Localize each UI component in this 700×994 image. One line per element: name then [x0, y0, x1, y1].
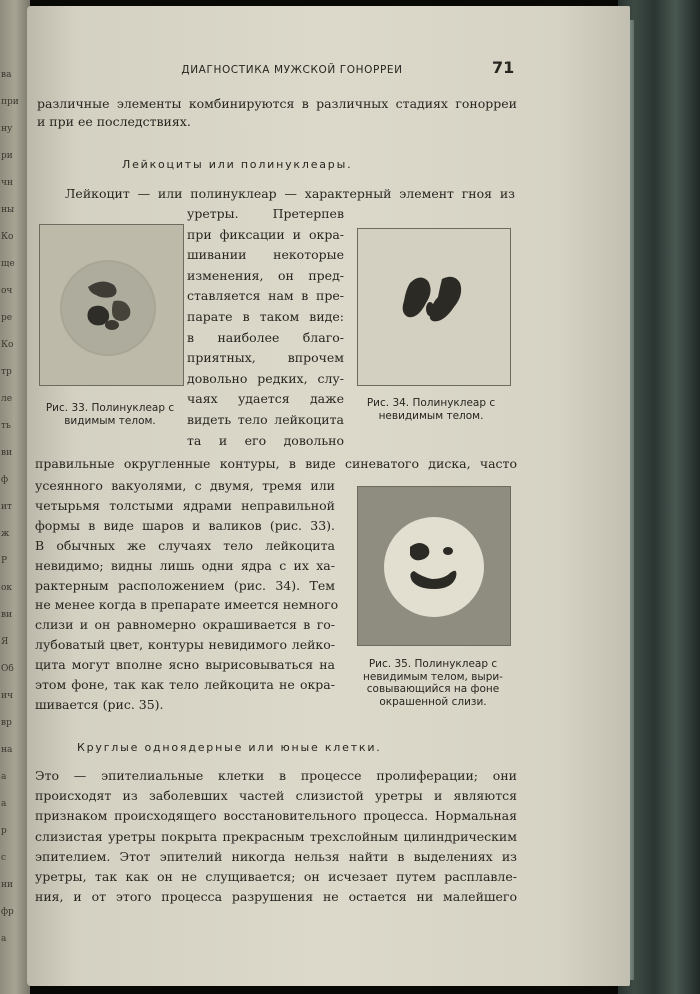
caption-line: Рис. 33. Полинуклеар с	[45, 402, 175, 414]
left-column-line: не менее когда в препарате имеется немного	[35, 597, 339, 613]
left-page-fragment: ж	[1, 529, 10, 539]
left-column-line: рактерным расположением (рис. 34). Тем	[35, 577, 335, 593]
body-line: уретры, так как он не слущивается; он исчезает путем расплавле-	[35, 869, 517, 884]
left-column-line: четырьмя толстыми ядрами неправильной	[35, 497, 335, 513]
body-line: ния, и от этого процесса разрушения не остается ни малейшего	[35, 889, 517, 905]
left-column-line: формы в виде шаров и валиков (рис. 33).	[35, 517, 335, 533]
left-page-fragment: на	[1, 745, 13, 755]
caption-line: видимым телом.	[64, 414, 156, 427]
left-column-line: В обычных же случаях тело лейкоцита	[35, 537, 335, 553]
left-page-fragment: ви	[1, 610, 13, 620]
left-column-line: шивается (рис. 35).	[35, 696, 164, 712]
lead-line: Лейкоцит — или полинуклеар — характерный элемент гноя из	[65, 186, 515, 201]
caption-line: Рис. 34. Полинуклеар с	[366, 397, 496, 409]
left-page-fragment: ре	[1, 313, 13, 323]
middle-column-line: чаях удается даже	[187, 391, 344, 407]
leukocyte-on-mucus-illustration	[358, 487, 510, 645]
left-page-fragment: а	[1, 799, 7, 809]
leukocyte-visible-body-illustration	[40, 225, 183, 385]
left-page-fragment: Р	[1, 556, 8, 566]
left-page-fragment: оч	[1, 286, 13, 296]
left-column-line: лубоватый цвет, контуры невидимого лейко-	[35, 637, 335, 653]
left-page-fragment: ны	[1, 205, 15, 215]
middle-column-line: видеть тело лейкоцита	[187, 412, 344, 427]
left-page-fragment: ич	[1, 691, 13, 701]
figure-35-image	[357, 486, 511, 646]
left-page-fragment: с	[1, 853, 7, 863]
middle-column-line: уретры. Претерпев	[187, 206, 344, 221]
page-number: 71	[492, 58, 515, 77]
left-page-fragment: а	[1, 934, 7, 944]
section-heading-young-cells: Круглые одноядерные или юные клетки.	[77, 741, 382, 754]
left-page-fragment: ть	[1, 421, 11, 431]
middle-column-line: та и его довольно	[187, 432, 344, 448]
full-width-line: правильные округленные контуры, в виде синеватого диска, часто	[35, 456, 517, 471]
leukocyte-invisible-body-illustration	[358, 229, 510, 385]
left-page-fragment: ф	[1, 475, 9, 485]
left-page-fragment: ок	[1, 583, 13, 593]
left-page-fragment: ле	[1, 394, 13, 404]
caption-line: совывающийся на фоне	[366, 683, 500, 695]
left-column-line: слизи и он равномерно окрашивается в го-	[35, 617, 335, 633]
left-column-line: невидимо; видны лишь одни ядра с их ха-	[35, 557, 335, 573]
left-page-fragment: Я	[1, 637, 9, 647]
caption-line: невидимым телом, выри-	[363, 670, 503, 683]
body-line: Это — эпителиальные клетки в процессе пролиферации; они	[35, 768, 517, 783]
left-page-fragment: ще	[1, 259, 15, 269]
intro-line: различные элементы комбинируются в различных стадиях гонорреи	[37, 96, 517, 111]
left-page-fragment: ри	[1, 151, 13, 161]
middle-column-line: изменения, он пред-	[187, 267, 344, 283]
middle-column-line: при фиксации и окра-	[187, 226, 344, 242]
middle-column-line: в наиболее благо-	[187, 329, 344, 345]
middle-column-line: ставляется нам в пре-	[187, 288, 344, 304]
caption-line: невидимым телом.	[378, 409, 484, 422]
left-page-fragment: при	[1, 97, 19, 107]
left-page-fragment: ва	[1, 70, 12, 80]
body-line: слизистая уретры покрыта прекрасным трехслойным цилиндрическим	[35, 828, 517, 844]
figure-34-caption	[347, 397, 515, 422]
left-page-fragment: фр	[1, 907, 14, 917]
middle-column-line: парате в таком виде:	[187, 309, 344, 324]
figure-33-caption	[35, 402, 185, 427]
left-page-fragment: Ко	[1, 340, 14, 350]
left-page-fragment: Об	[1, 664, 14, 674]
left-page-fragment: Ко	[1, 232, 14, 242]
caption-line: окрашенной слизи.	[379, 695, 487, 708]
running-header: ДИАГНОСТИКА МУЖСКОЙ ГОНОРРЕИ	[181, 64, 403, 76]
left-page-fragment: вр	[1, 718, 12, 728]
left-column-line: цита могут вполне ясно вырисовываться на	[35, 657, 335, 673]
intro-line: и при ее последствиях.	[37, 114, 191, 129]
left-column-line: усеянного вакуолями, с двумя, тремя или	[35, 478, 335, 493]
caption-line: Рис. 35. Полинуклеар с	[368, 658, 498, 670]
left-page-fragment: ну	[1, 124, 13, 134]
left-page-fragment: чн	[1, 178, 13, 188]
left-column-line: этом фоне, так как тело лейкоцита не окра-	[35, 677, 335, 692]
book-page	[27, 6, 630, 986]
left-page-fragment: ни	[1, 880, 13, 890]
figure-34-image	[357, 228, 511, 386]
left-page-fragment: а	[1, 772, 7, 782]
left-page-fragment: ит	[1, 502, 12, 512]
middle-column-line: приятных, впрочем	[187, 350, 344, 366]
left-page-edge	[0, 0, 30, 994]
left-page-fragment: тр	[1, 367, 12, 377]
figure-33-image	[39, 224, 184, 386]
body-line: происходят из заболевших частей слизистой уретры и являются	[35, 788, 517, 804]
figure-35-caption	[349, 658, 517, 708]
body-line: эпителием. Этот эпителий никогда нельзя найти в выделениях из	[35, 848, 517, 864]
body-line: признаком происходящего восстановительного процесса. Нормальная	[35, 808, 517, 824]
section-heading-leukocytes: Лейкоциты или полинуклеары.	[122, 158, 353, 171]
middle-column-line: шивании некоторые	[187, 247, 344, 263]
left-page-fragment: р	[1, 826, 7, 836]
left-page-fragment: ви	[1, 448, 13, 458]
middle-column-line: довольно редких, слу-	[187, 370, 344, 386]
